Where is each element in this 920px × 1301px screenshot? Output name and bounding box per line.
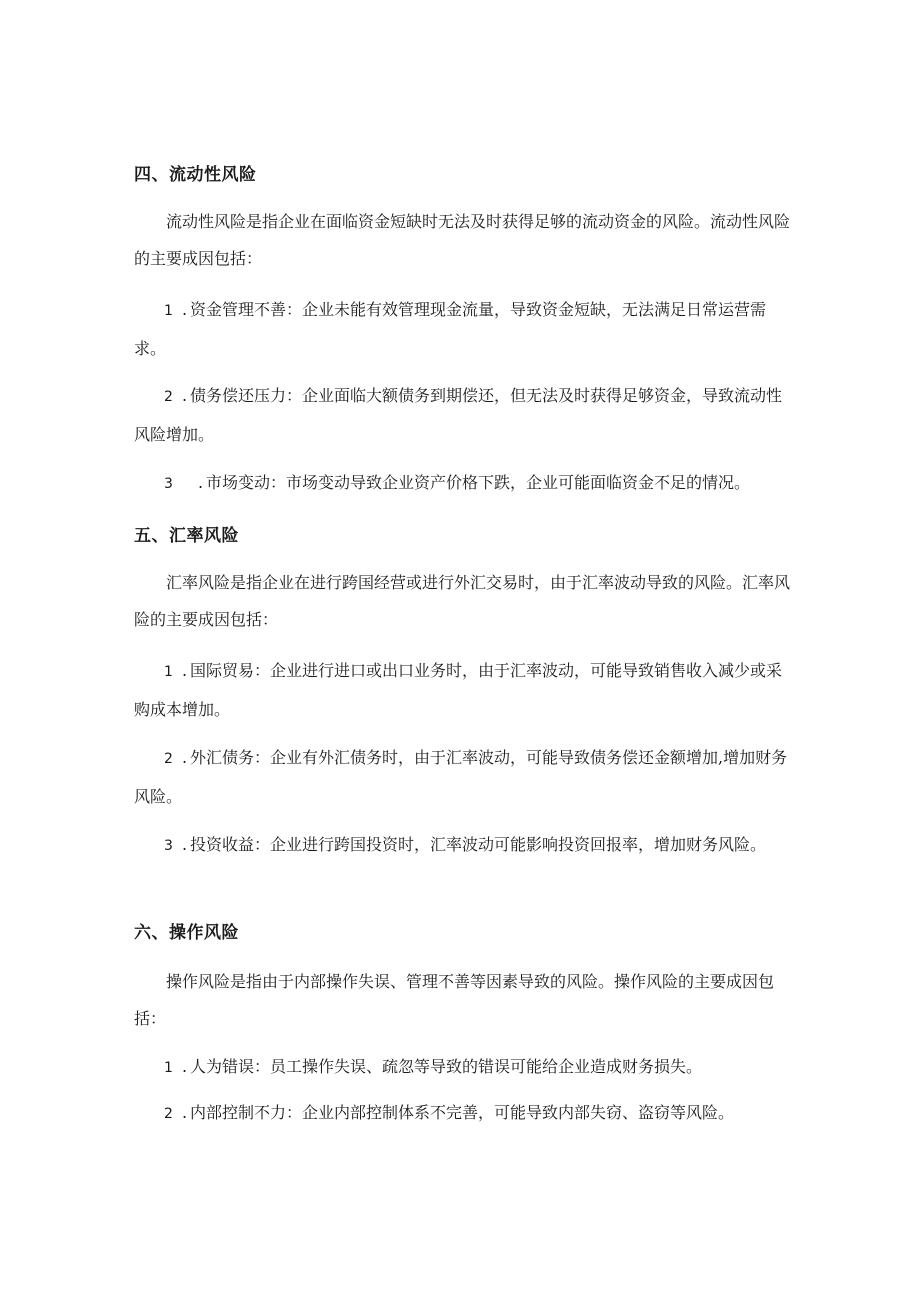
list-item-text: 债务偿还压力：企业面临大额债务到期偿还，但无法及时获得足够资金，导致流动性风险增加。 bbox=[134, 386, 783, 444]
section-heading-exchange-rate-risk: 五、汇率风险 bbox=[134, 526, 239, 546]
section-heading-operational-risk: 六、操作风险 bbox=[134, 923, 239, 943]
list-item-number: 2 bbox=[164, 1106, 173, 1122]
section-intro-exchange-rate-risk: 汇率风险是指企业在进行跨国经营或进行外汇交易时，由于汇率波动导致的风险。汇率风险的主要成因包括： bbox=[134, 573, 791, 629]
list-item: 1 . 国际贸易：企业进行进口或出口业务时，由于汇率波动，可能导致销售收入减少或采购成本增加。 bbox=[134, 652, 796, 728]
list-item-text: 人为错误：员工操作失误、疏忽等导致的错误可能给企业造成财务损失。 bbox=[190, 1057, 703, 1076]
list-item-number: 3 bbox=[164, 838, 173, 854]
list-item: 2 . 内部控制不力：企业内部控制体系不完善，可能导致内部失窃、盗窃等风险。 bbox=[134, 1094, 796, 1133]
list-item-number: 2 bbox=[164, 751, 173, 767]
list-item-text: 资金管理不善：企业未能有效管理现金流量，导致资金短缺，无法满足日常运营需求。 bbox=[134, 300, 767, 358]
list-item-text: 市场变动：市场变动导致企业资产价格下跌，企业可能面临资金不足的情况。 bbox=[206, 473, 751, 492]
list-item: 2 . 债务偿还压力：企业面临大额债务到期偿还，但无法及时获得足够资金，导致流动性风险增加。 bbox=[134, 377, 796, 453]
list-item: 3 . 市场变动：市场变动导致企业资产价格下跌，企业可能面临资金不足的情况。 bbox=[134, 464, 796, 503]
list-item-number: 3 bbox=[164, 476, 173, 492]
section-intro-operational-risk: 操作风险是指由于内部操作失误、管理不善等因素导致的风险。操作风险的主要成因包括： bbox=[134, 972, 775, 1028]
list-item: 3 . 投资收益：企业进行跨国投资时，汇率波动可能影响投资回报率，增加财务风险。 bbox=[134, 826, 796, 865]
list-item: 2 . 外汇债务：企业有外汇债务时，由于汇率波动，可能导致债务偿还金额增加,增加财务风险。 bbox=[134, 739, 796, 815]
list-item-text: 外汇债务：企业有外汇债务时，由于汇率波动，可能导致债务偿还金额增加,增加财务风险。 bbox=[134, 748, 788, 806]
section-intro-liquidity-risk: 流动性风险是指企业在面临资金短缺时无法及时获得足够的流动资金的风险。流动性风险的主要成因包括： bbox=[134, 212, 791, 268]
list-item: 1 . 人为错误：员工操作失误、疏忽等导致的错误可能给企业造成财务损失。 bbox=[134, 1048, 796, 1087]
list-item-text: 内部控制不力：企业内部控制体系不完善，可能导致内部失窃、盗窃等风险。 bbox=[190, 1103, 735, 1122]
list-item-text: 投资收益：企业进行跨国投资时，汇率波动可能影响投资回报率，增加财务风险。 bbox=[190, 835, 767, 854]
list-item-number: 1 bbox=[164, 303, 173, 319]
list-item: 1 . 资金管理不善：企业未能有效管理现金流量，导致资金短缺，无法满足日常运营需求。 bbox=[134, 291, 796, 367]
list-item-text: 国际贸易：企业进行进口或出口业务时，由于汇率波动，可能导致销售收入减少或采购成本增加。 bbox=[134, 661, 783, 719]
list-item-number: 1 bbox=[164, 1060, 173, 1076]
list-item-number: 1 bbox=[164, 664, 173, 680]
section-heading-liquidity-risk: 四、流动性风险 bbox=[134, 165, 257, 185]
list-item-number: 2 bbox=[164, 389, 173, 405]
